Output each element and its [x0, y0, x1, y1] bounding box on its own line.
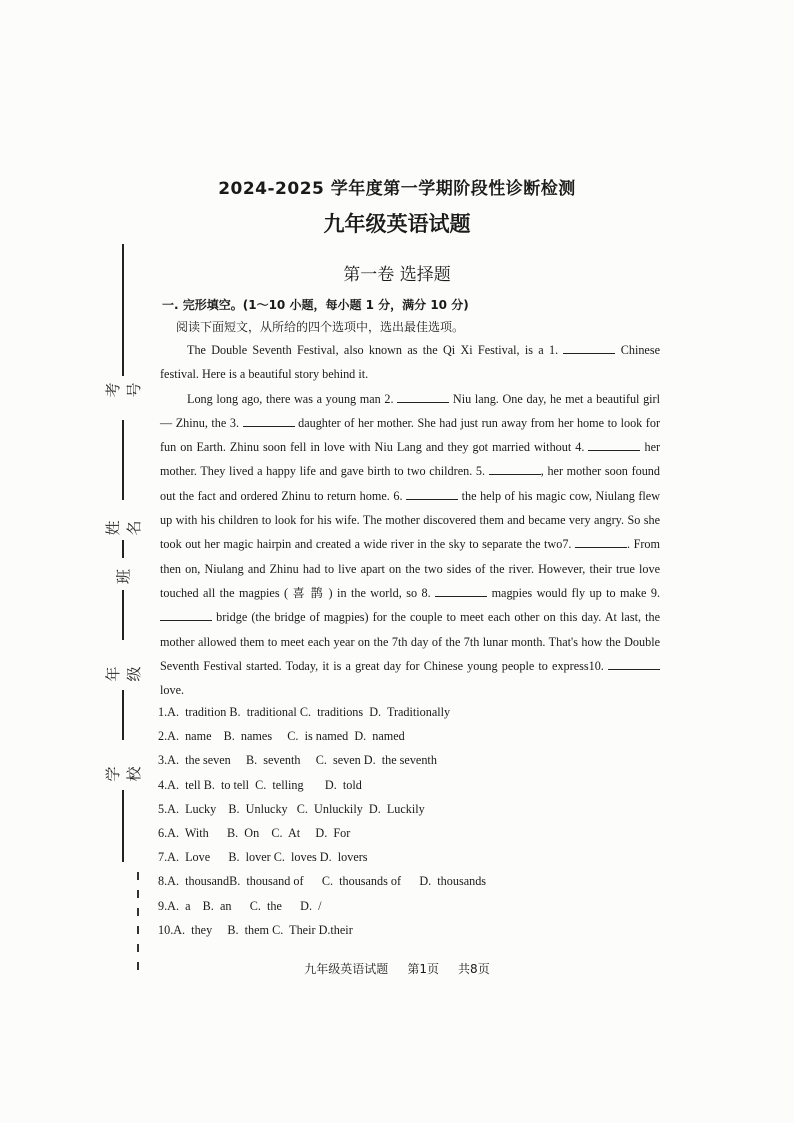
passage-text: , her mother soon found out the fact and ordered Zhinu to return home. 6.: [160, 464, 660, 503]
blank-4: [588, 439, 640, 451]
cut-line-dash: [137, 872, 139, 880]
cut-line-dash: [137, 908, 139, 916]
option-row-1: 1.A. tradition B. traditional C. traditions D. Traditionally: [158, 705, 451, 719]
page-footer: 九年级英语试题 第1页 共8页: [304, 962, 490, 976]
binding-label-name: 姓名: [106, 518, 143, 536]
passage-text: love.: [160, 683, 185, 698]
blank-6: [406, 488, 458, 500]
blank-1: [563, 342, 615, 354]
binding-margin: [0, 0, 150, 1123]
binding-label-class: 班: [116, 567, 133, 585]
cut-line-dash: [137, 890, 139, 898]
cloze-passage: [160, 338, 660, 702]
blank-3: [243, 415, 295, 427]
blank-5: [489, 463, 541, 475]
subject-title: 九年级英语试题: [323, 212, 471, 236]
blank-10: [608, 658, 660, 670]
exam-title: 2024-2025 学年度第一学期阶段性诊断检测: [218, 179, 576, 199]
passage-text: magpies would fly up to make 9.: [491, 585, 661, 600]
option-row-7: 7.A. Love B. lover C. loves D. lovers: [158, 850, 368, 865]
section-instruction: 阅读下面短文，从所给的四个选项中，选出最佳选项。: [176, 320, 465, 334]
binding-line: [122, 690, 124, 740]
option-row-2: 2.A. name B. names C. is named D. named: [158, 729, 405, 744]
passage-text: Long long ago, there was a young man 2.: [187, 391, 394, 406]
passage-paragraph-1: [160, 338, 660, 387]
binding-label-exam-number: 考号: [106, 380, 143, 398]
binding-line: [122, 420, 124, 500]
binding-line: [122, 590, 124, 640]
passage-text: her mother. They lived a happy life and gave birth to two children. 5.: [160, 440, 661, 479]
cut-line-dash: [137, 926, 139, 934]
blank-7: [575, 536, 627, 548]
cut-line-dash: [137, 944, 139, 952]
blank-2: [397, 391, 449, 403]
binding-line: [122, 790, 124, 862]
option-row-4: 4.A. tell B. to tell C. telling D. told: [158, 777, 362, 792]
answer-options: [158, 700, 486, 942]
option-row-9: 9.A. a B. an C. the D. /: [158, 898, 322, 913]
binding-line: [122, 540, 124, 558]
binding-label-school: 学校: [106, 764, 143, 782]
passage-text: the help of his magic cow, Niulang flew up with his children to look for his wife. The mother discovered them and became very angry. So she took out her magic hairpin and created a wide river in the sky to separate the two7.: [160, 488, 661, 552]
passage-text: daughter of her mother. She had just run away from her home to look for fun on Earth. Zhinu soon fell in love with Niu Lang and they got married without 4.: [160, 415, 661, 455]
option-row-10: 10.A. they B. them C. Their D.their: [158, 922, 353, 937]
passage-text: . From then on, Niulang and Zhinu had to live apart on the two sides of the river. However, their true love touched all the magpies ( 喜 鹊 ) in the world, so 8.: [160, 537, 660, 600]
passage-text: Chinese festival. Here is a beautiful story behind it.: [160, 343, 660, 382]
passage-text: The Double Seventh Festival, also known as the Qi Xi Festival, is a 1.: [187, 343, 559, 357]
option-row-3: 3.A. the seven B. seventh C. seven D. the seventh: [158, 753, 437, 768]
passage-paragraph-2: [160, 387, 660, 703]
passage-text: Niu lang. One day, he met a beautiful girl — Zhinu, the 3.: [160, 391, 661, 430]
binding-label-grade: 年级: [106, 664, 143, 682]
section-heading: 一. 完形填空。(1～10 小题，每小题 1 分，满分 10 分): [162, 298, 469, 312]
option-row-6: 6.A. With B. On C. At D. For: [158, 825, 351, 840]
passage-text: bridge (the bridge of magpies) for the couple to meet each other on this day. At last, the mother allowed them to meet each year on the 7th day of the 7th lunar month. That's how the Double Seventh Festival started. Today, it is a great day for Chinese young people to express10.: [160, 610, 661, 673]
blank-8: [435, 585, 487, 597]
blank-9: [160, 609, 212, 621]
option-row-5: 5.A. Lucky B. Unlucky C. Unluckily D. Luckily: [158, 801, 425, 816]
option-row-8: 8.A. thousandB. thousand of C. thousands of D. thousands: [158, 874, 487, 889]
volume-title: 第一卷 选择题: [343, 265, 451, 285]
